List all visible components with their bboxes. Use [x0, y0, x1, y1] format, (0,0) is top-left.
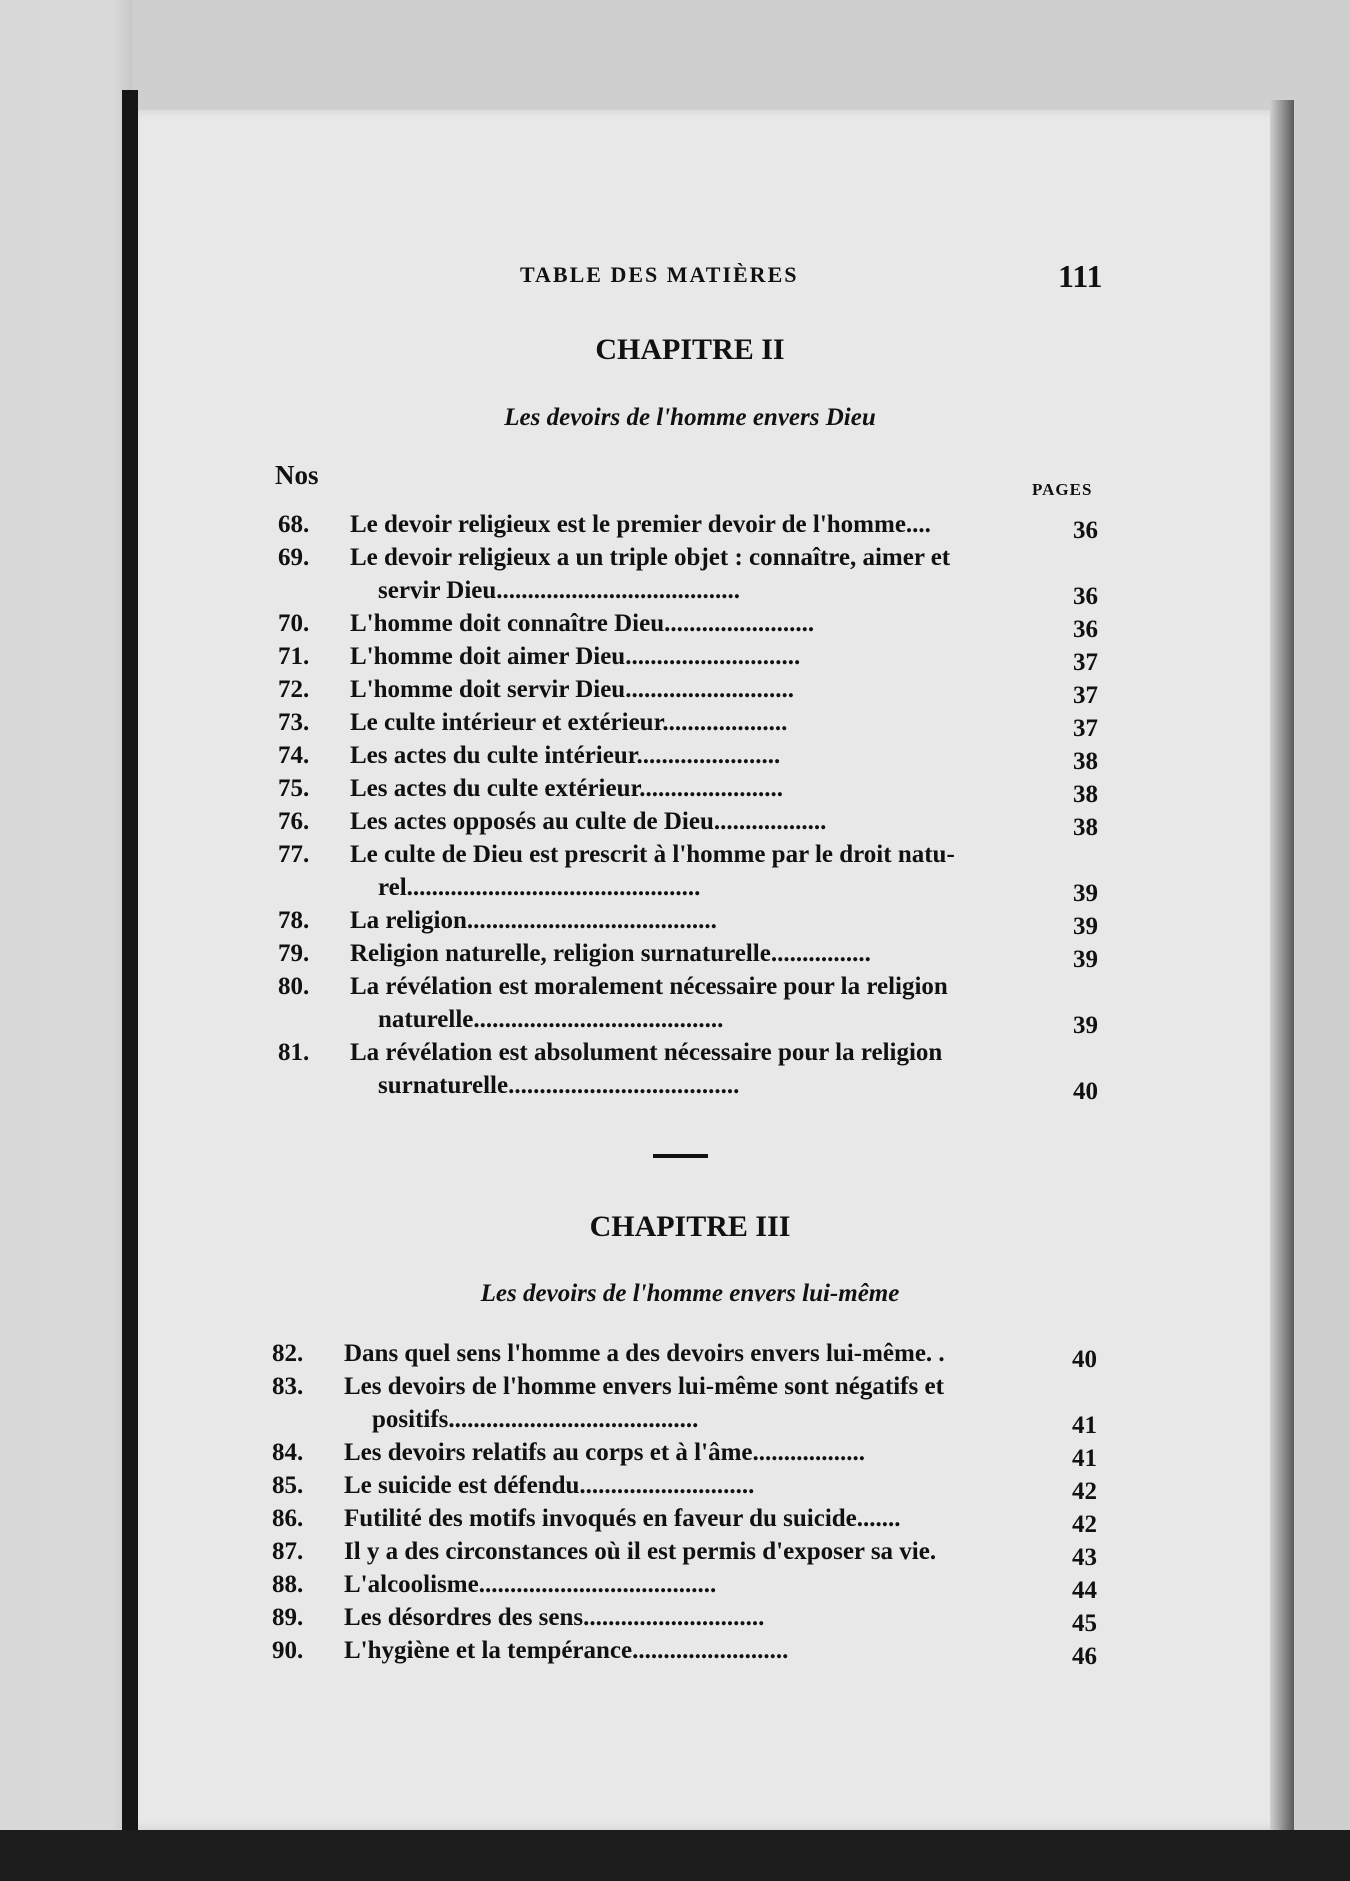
chapter-iii-subtitle: Les devoirs de l'homme envers lui-même [480, 1280, 900, 1307]
entry-page-number: 36 [1073, 517, 1098, 544]
book-spine [122, 90, 138, 1850]
entry-page-number: 42 [1072, 1478, 1097, 1505]
entry-page-number: 36 [1073, 616, 1098, 643]
entry-page-number: 37 [1073, 715, 1098, 742]
entry-text: La religion........................................ [350, 907, 717, 934]
entry-number: 71. [278, 643, 310, 670]
entry-text: L'hygiène et la tempérance......................... [344, 1637, 789, 1664]
entry-number: 74. [278, 742, 310, 769]
entry-page-number: 39 [1073, 913, 1098, 940]
chapter-ii-title: CHAPITRE II [595, 333, 785, 366]
entry-number: 84. [272, 1439, 304, 1466]
entry-text: Le culte intérieur et extérieur.................... [350, 709, 788, 736]
entry-number: 69. [278, 544, 310, 571]
entry-text: L'homme doit aimer Dieu............................ [350, 643, 801, 670]
entry-number: 80. [278, 973, 310, 1000]
entry-number: 70. [278, 610, 310, 637]
entry-page-number: 42 [1072, 1511, 1097, 1538]
entry-number: 83. [272, 1373, 304, 1400]
entry-number: 73. [278, 709, 310, 736]
entry-text: Les devoirs relatifs au corps et à l'âme.................. [344, 1439, 865, 1466]
entry-page-number: 38 [1073, 814, 1098, 841]
chapter-ii-subtitle: Les devoirs de l'homme envers Dieu [504, 404, 876, 431]
entry-text: rel............................................... [378, 874, 701, 901]
entry-text: Les devoirs de l'homme envers lui-même sont négatifs et [344, 1373, 944, 1400]
entry-text: Futilité des motifs invoqués en faveur du suicide....... [344, 1505, 901, 1532]
entry-number: 78. [278, 907, 310, 934]
entry-number: 82. [272, 1340, 304, 1367]
entry-page-number: 41 [1072, 1412, 1097, 1439]
entry-number: 72. [278, 676, 310, 703]
entry-text: L'alcoolisme...................................... [344, 1571, 717, 1598]
entry-text: Le suicide est défendu............................ [344, 1472, 755, 1499]
entry-page-number: 39 [1073, 1012, 1098, 1039]
entry-text: servir Dieu....................................... [378, 577, 741, 604]
entry-number: 79. [278, 940, 310, 967]
entry-text: positifs........................................ [372, 1406, 699, 1433]
entry-number: 90. [272, 1637, 304, 1664]
entry-number: 81. [278, 1039, 310, 1066]
entry-text: Le devoir religieux est le premier devoir de l'homme.... [350, 511, 931, 538]
entry-page-number: 39 [1073, 880, 1098, 907]
entry-number: 75. [278, 775, 310, 802]
column-label-pages: PAGES [1032, 480, 1093, 499]
entry-page-number: 38 [1073, 748, 1098, 775]
entry-text: Les actes du culte extérieur....................... [350, 775, 784, 802]
entry-page-number: 46 [1072, 1643, 1097, 1670]
entry-number: 77. [278, 841, 310, 868]
entry-text: Le devoir religieux a un triple objet : connaître, aimer et [350, 544, 951, 571]
entry-page-number: 44 [1072, 1577, 1097, 1604]
entry-text: Les désordres des sens............................. [344, 1604, 765, 1631]
page-number: 111 [1058, 258, 1103, 294]
entry-text: La révélation est moralement nécessaire pour la religion [350, 973, 948, 1000]
entry-text: L'homme doit servir Dieu........................... [350, 676, 794, 703]
scan-background-bottom [0, 1830, 1350, 1881]
entry-text: naturelle........................................ [378, 1006, 724, 1033]
entry-page-number: 38 [1073, 781, 1098, 808]
entry-page-number: 37 [1073, 649, 1098, 676]
entry-page-number: 45 [1072, 1610, 1097, 1637]
entry-text: Il y a des circonstances où il est permis d'exposer sa vie. [344, 1538, 937, 1565]
entry-text: Les actes opposés au culte de Dieu.................. [350, 808, 827, 835]
page-edge-shadow [1270, 100, 1294, 1840]
entry-number: 85. [272, 1472, 304, 1499]
entry-page-number: 40 [1073, 1078, 1098, 1105]
entry-text: Les actes du culte intérieur....................... [350, 742, 781, 769]
scan-background-left [0, 0, 132, 1881]
entry-number: 76. [278, 808, 310, 835]
entry-page-number: 41 [1072, 1445, 1097, 1472]
entry-text: surnaturelle..................................... [378, 1072, 740, 1099]
entry-page-number: 36 [1073, 583, 1098, 610]
entry-page-number: 40 [1072, 1346, 1097, 1373]
entry-number: 88. [272, 1571, 304, 1598]
entry-text: Religion naturelle, religion surnaturelle................ [350, 940, 871, 967]
entry-number: 89. [272, 1604, 304, 1631]
entry-number: 87. [272, 1538, 304, 1565]
entry-text: Le culte de Dieu est prescrit à l'homme par le droit natu- [350, 841, 955, 868]
entry-text: L'homme doit connaître Dieu........................ [350, 610, 815, 637]
entry-page-number: 39 [1073, 946, 1098, 973]
entry-text: Dans quel sens l'homme a des devoirs envers lui-même. . [344, 1340, 945, 1367]
entry-page-number: 43 [1072, 1544, 1097, 1571]
running-header: TABLE DES MATIÈRES [520, 262, 799, 287]
entry-number: 68. [278, 511, 310, 538]
entry-page-number: 37 [1073, 682, 1098, 709]
section-divider [653, 1154, 708, 1158]
entry-text: La révélation est absolument nécessaire pour la religion [350, 1039, 943, 1066]
chapter-iii-title: CHAPITRE III [589, 1210, 791, 1243]
column-label-nos: Nos [275, 460, 319, 490]
entry-number: 86. [272, 1505, 304, 1532]
